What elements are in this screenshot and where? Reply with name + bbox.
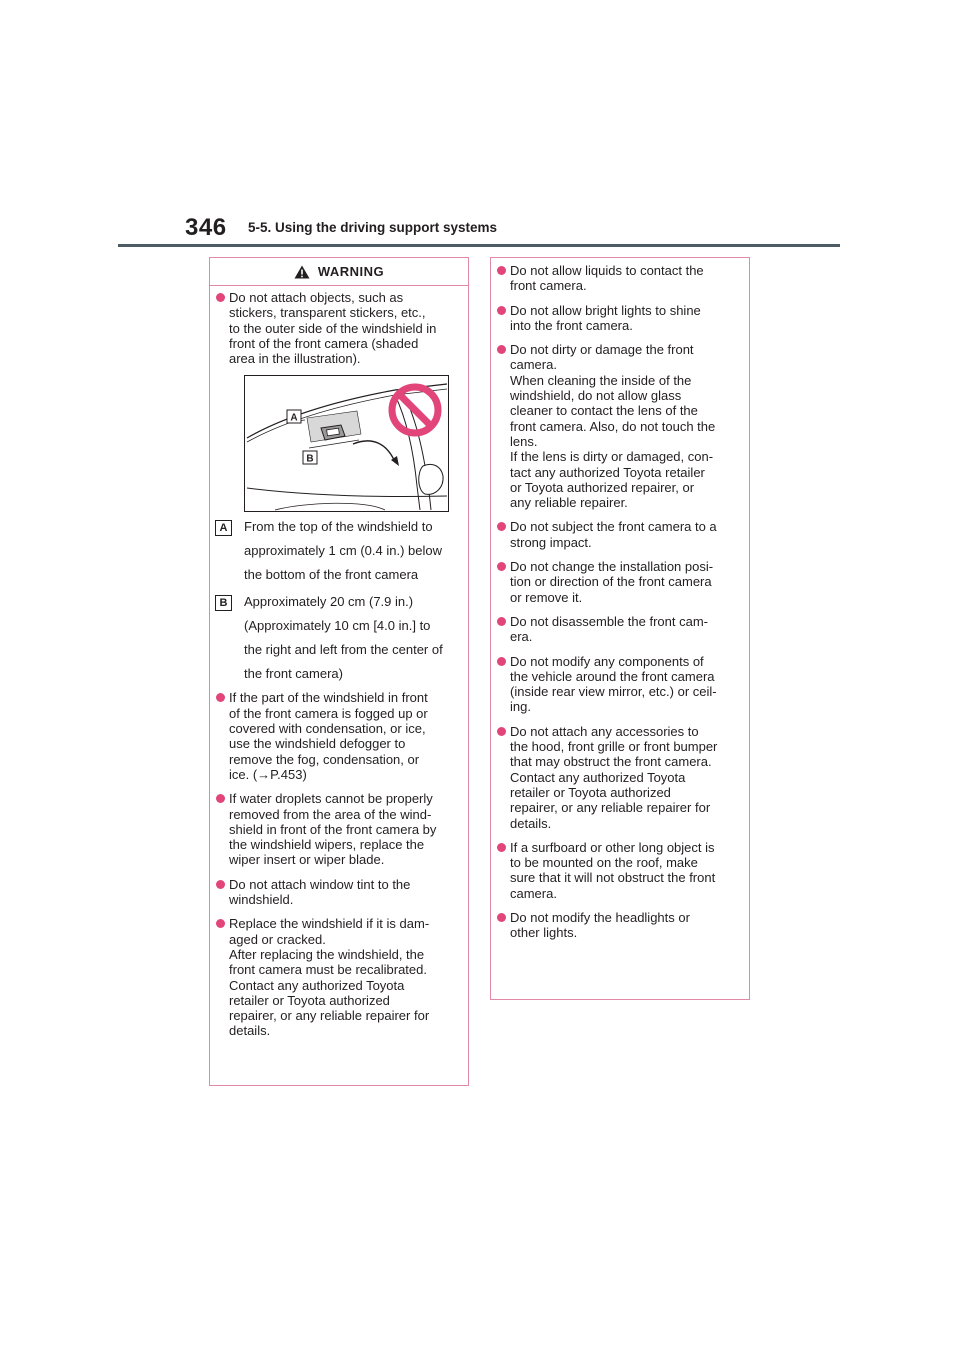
list-item bbox=[497, 614, 741, 645]
bullet-icon bbox=[497, 522, 506, 531]
illustration-label-b: B bbox=[306, 453, 314, 465]
label-badge-b: B bbox=[215, 595, 232, 611]
bullet-text: Replace the windshield if it is dam- aged or cracked. After replacing the windshield, the front camera must be recalibrated. Contact any authorized Toyota retailer or Toyota authorized repairer, or any reliable repairer for details. bbox=[229, 916, 430, 1039]
bullet-icon bbox=[497, 657, 506, 666]
prohibition-icon bbox=[392, 387, 438, 433]
bullet-icon bbox=[497, 266, 506, 275]
list-item bbox=[216, 791, 460, 867]
warning-right-content bbox=[491, 258, 749, 941]
bullet-icon bbox=[497, 913, 506, 922]
bullet-icon bbox=[216, 693, 225, 702]
bullet-text: Do not disassemble the front cam- era. bbox=[510, 613, 708, 645]
list-item bbox=[497, 910, 741, 941]
bullet-text: Do not change the installation posi- tion or direction of the front camera or remove it. bbox=[510, 559, 714, 605]
bullet-text: Do not modify any components of the vehicle around the front camera (inside rear view mirror, etc.) or ceil- ing. bbox=[510, 653, 717, 715]
section-title: 5-5. Using the driving support systems bbox=[248, 220, 498, 235]
list-item bbox=[497, 840, 741, 901]
bullet-icon bbox=[497, 562, 506, 571]
warning-box bbox=[209, 257, 469, 1086]
list-item bbox=[216, 690, 460, 782]
bullet-text: Do not attach window tint to the windshield. bbox=[229, 876, 411, 908]
bullet-icon bbox=[216, 794, 225, 803]
bullet-text: If a surfboard or other long object is to be mounted on the roof, make sure that it will not obstruct the front camera. bbox=[510, 839, 716, 901]
bullet-icon bbox=[497, 345, 506, 354]
bullet-text: Do not allow liquids to contact the front camera. bbox=[510, 263, 704, 294]
label-row-b bbox=[215, 594, 460, 686]
label-text-a: From the top of the windshield to approximately 1 cm (0.4 in.) below the bottom of the front camera bbox=[244, 519, 442, 583]
label-row-a bbox=[215, 519, 460, 587]
bullet-icon bbox=[497, 843, 506, 852]
bullet-text: Do not allow bright lights to shine into the front camera. bbox=[510, 302, 701, 333]
bullet-icon bbox=[497, 727, 506, 736]
windshield-illustration bbox=[244, 375, 449, 512]
warning-header bbox=[210, 258, 468, 286]
bullet-icon bbox=[216, 293, 225, 302]
bullet-text: Do not modify the headlights or other lights. bbox=[510, 909, 690, 941]
label-text-b: Approximately 20 cm (7.9 in.) (Approximately 10 cm [4.0 in.] to the right and left from the center of the front camera) bbox=[244, 594, 443, 682]
bullet-text: Do not attach objects, such as stickers, transparent stickers, etc., to the outer side of the windshield in front of the front camera (shaded area in the illustration). bbox=[229, 290, 437, 367]
list-item bbox=[497, 519, 741, 550]
list-item bbox=[497, 263, 741, 294]
bullet-icon bbox=[216, 880, 225, 889]
warning-title: WARNING bbox=[317, 264, 385, 279]
bullet-text: Do not subject the front camera to a strong impact. bbox=[510, 519, 717, 550]
list-item bbox=[497, 559, 741, 605]
illustration-label-a: A bbox=[290, 412, 298, 424]
list-item bbox=[497, 724, 741, 831]
list-item bbox=[497, 342, 741, 510]
list-item bbox=[497, 303, 741, 334]
warning-triangle-icon bbox=[294, 265, 310, 279]
warning-box-continued bbox=[490, 257, 750, 1000]
bullet-icon bbox=[216, 919, 225, 928]
page-number: 346 bbox=[185, 214, 227, 241]
bullet-icon bbox=[497, 617, 506, 626]
header-rule bbox=[118, 244, 840, 247]
bullet-text: If the part of the windshield in front of the front camera is fogged up or covered with condensation, or ice, use the windshield defogger to remove the fog, condensation, or ice. (→P.453) bbox=[229, 690, 428, 782]
list-item bbox=[216, 877, 460, 908]
bullet-icon bbox=[497, 306, 506, 315]
list-item bbox=[216, 916, 460, 1038]
bullet-text: Do not dirty or damage the front camera. When cleaning the inside of the windshield, do not allow glass cleaner to contact the lens of the front camera. Also, do not touch the lens. If the lens is dirty or damaged, con- tact any authorized Toyota retailer or Toyota authorized repairer, or any reliable repairer. bbox=[510, 342, 716, 511]
warning-left-content bbox=[210, 286, 468, 1039]
bullet-text: If water droplets cannot be properly removed from the area of the wind- shield in front of the front camera by the windshield wipers, replace the wiper insert or wiper blade. bbox=[229, 791, 437, 868]
list-item bbox=[497, 654, 741, 715]
bullet-text: Do not attach any accessories to the hood, front grille or front bumper that may obstruct the front camera. Contact any authorized Toyota retailer or Toyota authorized repairer, or any reliable repairer for details. bbox=[510, 723, 718, 831]
list-item bbox=[216, 290, 460, 366]
label-badge-a: A bbox=[215, 520, 232, 536]
